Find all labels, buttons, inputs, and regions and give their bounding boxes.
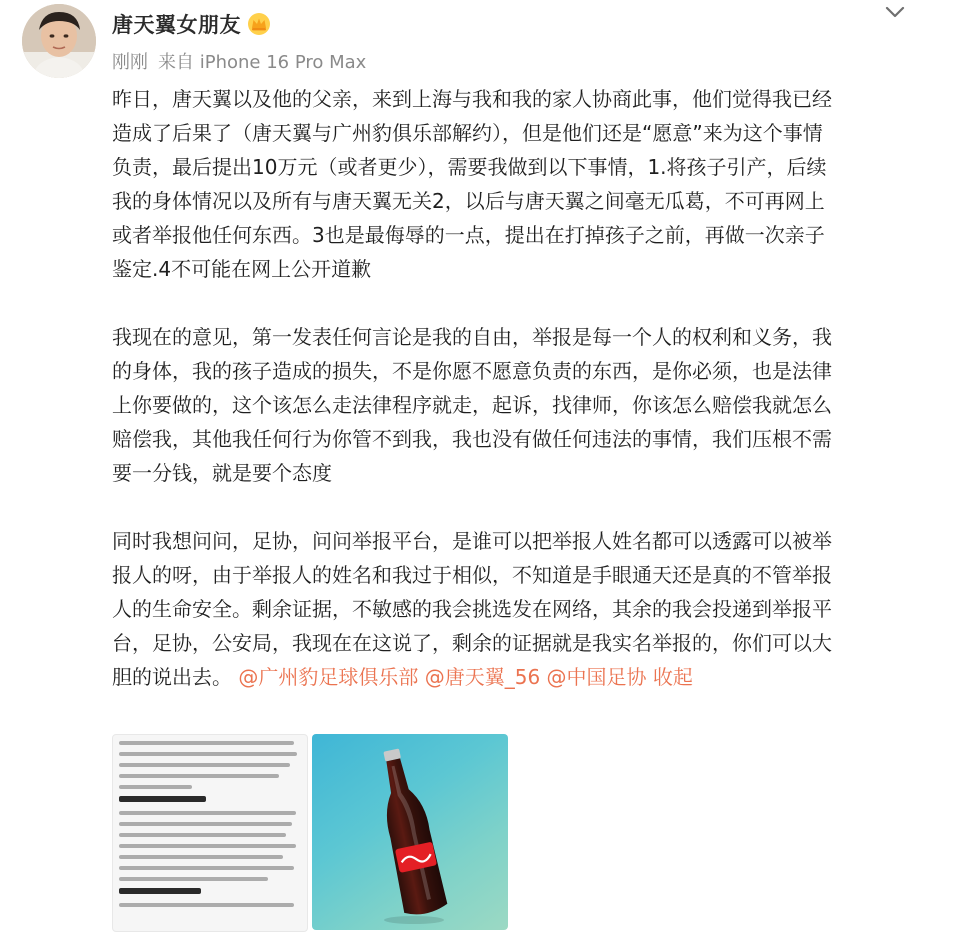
text-line: 造成了后果了（唐天翼与广州豹俱乐部解约），但是他们还是“愿意”来为这个事情 <box>112 121 823 145</box>
text-line: 赔偿我，其他我任何行为你管不到我，我也没有做任何违法的事情，我们压根不需 <box>112 427 832 451</box>
author-name[interactable]: 唐天翼女朋友 <box>112 13 241 37</box>
text-line: 要一分钱，就是要个态度 <box>112 461 332 485</box>
paragraph-3 <box>112 524 922 694</box>
text-line-end: 胆的说出去。 <box>112 665 232 689</box>
text-line: 人的生命安全。剩余证据，不敏感的我会挑选发在网络，其余的我会投递到举报平 <box>112 597 832 621</box>
paragraph-1 <box>112 82 922 286</box>
avatar-photo-icon <box>22 4 96 78</box>
document-text-lines <box>119 741 301 914</box>
text-line: 上你要做的，这个该怎么走法律程序就走，起诉，找律师，你该怎么赔偿我就怎么 <box>112 393 832 417</box>
text-line: 负责，最后提出10万元（或者更少），需要我做到以下事情，1.将孩子引产，后续 <box>112 155 827 179</box>
text-line: 鉴定.4不可能在网上公开道歉 <box>112 257 372 281</box>
text-line: 或者举报他任何东西。3也是最侮辱的一点，提出在打掉孩子之前，再做一次亲子 <box>112 223 825 247</box>
text-line: 台，足协，公安局，我现在在这说了，剩余的证据就是我实名举报的，你们可以大 <box>112 631 832 655</box>
mention-chinese-football-association[interactable]: @中国足协 <box>546 665 647 689</box>
text-line-last <box>112 660 922 694</box>
text-line: 的身体，我的孩子造成的损失，不是你愿不愿意负责的东西，是你必须，也是法律 <box>112 359 832 383</box>
paragraph-spacer <box>112 286 922 320</box>
collapse-link[interactable]: 收起 <box>652 665 693 689</box>
mention-guangzhou-leopard-club[interactable]: @广州豹足球俱乐部 <box>238 665 419 689</box>
post-meta <box>112 48 366 74</box>
text-line: 我现在的意见，第一发表任何言论是我的自由，举报是每一个人的权利和义务，我 <box>112 325 832 349</box>
mention-tang-tianyi[interactable]: @唐天翼_56 <box>424 665 541 689</box>
author-row <box>112 8 271 40</box>
crown-icon <box>247 12 271 36</box>
avatar[interactable] <box>22 4 96 78</box>
text-line: 同时我想问问，足协，问问举报平台，是谁可以把举报人姓名都可以透露可以被举 <box>112 529 832 553</box>
image-thumbnail-cola-bottle[interactable] <box>312 734 508 930</box>
more-options-button[interactable] <box>880 0 910 24</box>
cola-bottle-icon <box>312 734 508 930</box>
post-time: 刚刚 <box>112 52 148 73</box>
paragraph-spacer <box>112 490 922 524</box>
text-line: 昨日，唐天翼以及他的父亲，来到上海与我和我的家人协商此事，他们觉得我已经 <box>112 87 832 111</box>
post-content <box>112 82 922 694</box>
chevron-down-icon <box>884 5 906 19</box>
paragraph-2 <box>112 320 922 490</box>
text-line: 报人的呀，由于举报人的姓名和我过于相似，不知道是手眼通天还是真的不管举报 <box>112 563 832 587</box>
text-line: 我的身体情况以及所有与唐天翼无关2，以后与唐天翼之间毫无瓜葛，不可再网上 <box>112 189 825 213</box>
post-source: 来自 iPhone 16 Pro Max <box>158 52 367 73</box>
image-thumbnail-document[interactable] <box>112 734 308 932</box>
